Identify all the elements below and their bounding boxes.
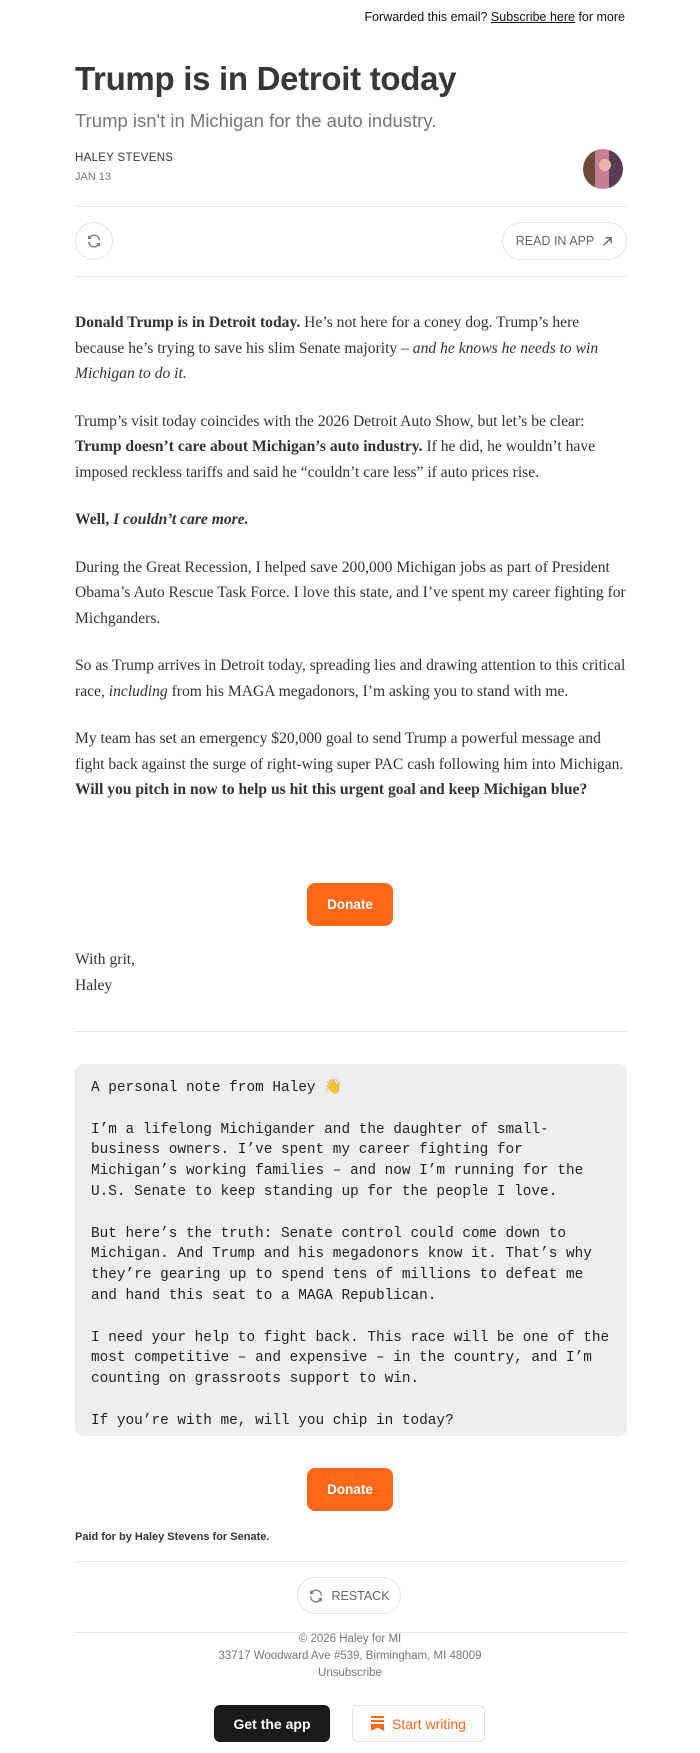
author-avatar[interactable] (583, 149, 623, 189)
bold-italic-text: I couldn’t care more. (113, 511, 249, 528)
text: from his MAGA megadonors, I’m asking you to stand with me. (167, 682, 569, 700)
paragraph (75, 310, 630, 387)
restack-button[interactable] (297, 1577, 401, 1614)
italic-text: and he knows he needs to win Michigan to do it. (75, 339, 599, 382)
paragraph: During the Great Recession, I helped save 200,000 Michigan jobs as part of President Obama’s Auto Rescue Task Force. I love this state, and I’ve spent my career fighting for Michganders. (75, 558, 626, 627)
paid-for-disclaimer: Paid for by Haley Stevens for Senate. (75, 1531, 270, 1543)
post-body (75, 310, 630, 825)
note-paragraph: I’m a lifelong Michigander and the daughter of small-business owners. I’ve spent my career fighting for Michigan’s working families – and now I’m running for the U.S. Senate to keep standing up for the people I love. (91, 1121, 592, 1200)
donate-button-2[interactable]: Donate (307, 1468, 393, 1511)
unsubscribe-label[interactable]: Unsubscribe (318, 1667, 382, 1679)
start-writing-label: Start writing (392, 1715, 466, 1732)
paragraph (75, 409, 630, 486)
forwarded-suffix: for more (574, 10, 625, 24)
donate-button[interactable]: Donate (307, 883, 393, 926)
personal-note-box (75, 1064, 627, 1436)
note-paragraph: If you’re with me, will you chip in today? (91, 1412, 454, 1429)
arrow-up-right-icon (602, 236, 613, 247)
forwarded-text: Forwarded this email? (364, 10, 491, 24)
footer-address: 33717 Woodward Ave #539, Birmingham, MI 48009 (218, 1650, 482, 1662)
subscribe-link[interactable]: Subscribe here (490, 10, 575, 24)
read-in-app-button[interactable] (502, 222, 627, 260)
text: My team has set an emergency $20,000 goal to send Trump a powerful message and fight back against the surge of right-wing super PAC cash following him into Michigan. (75, 730, 624, 773)
divider (75, 1031, 627, 1032)
text: He’s not here for a coney dog. Trump’s here because he’s trying to save his slim Senate majority – (75, 314, 580, 357)
note-paragraph: I need your help to fight back. This race will be one of the most competitive – and expensive – in the country, and I’m counting on grassroots support to win. (91, 1329, 618, 1388)
restack-icon-button[interactable] (75, 222, 113, 260)
note-paragraph: But here’s the truth: Senate control could come down to Michigan. And Trump and his megadonors know it. That’s why they’re gearing up to spend tens of millions to defeat me and hand this seat to a MAGA Republican. (91, 1225, 601, 1304)
paragraph (75, 507, 630, 533)
get-the-app-button[interactable]: Get the app (214, 1705, 330, 1742)
signoff (75, 947, 630, 998)
restack-icon (308, 1588, 324, 1604)
author-name[interactable]: HALEY STEVENS (75, 152, 174, 164)
paragraph (75, 726, 630, 803)
divider (75, 276, 627, 277)
bold-text: Will you pitch in now to help us hit this urgent goal and keep Michigan blue? (75, 781, 588, 798)
text: Trump’s visit today coincides with the 2026 Detroit Auto Show, but let’s be clear: (75, 412, 585, 430)
footer-copyright: © 2026 Haley for MI (298, 1633, 402, 1645)
note-heading: A personal note from Haley 👋 (91, 1080, 343, 1096)
italic-text: including (108, 682, 168, 700)
bold-text: Trump doesn’t care about Michigan’s auto industry. (75, 438, 423, 455)
text: So as Trump arrives in Detroit today, spreading lies and drawing attention to this critical race, (75, 657, 626, 700)
bold-text: Well, (75, 511, 114, 528)
signoff-line: With grit, (75, 951, 136, 968)
start-writing-button[interactable] (352, 1705, 485, 1742)
unsubscribe-link (0, 1667, 700, 1679)
post-subtitle: Trump isn't in Michigan for the auto industry. (75, 110, 437, 131)
paragraph (75, 653, 630, 704)
post-title: Trump is in Detroit today (75, 60, 457, 97)
restack-icon (86, 233, 102, 249)
read-in-app-label: READ IN APP (515, 234, 595, 248)
text: If he did, he wouldn’t have imposed reckless tariffs and said he “couldn’t care less” if auto prices rise. (75, 438, 596, 481)
forwarded-notice (364, 10, 625, 24)
divider (75, 1561, 627, 1562)
bookmark-icon (371, 1716, 384, 1731)
bold-text: Donald Trump is in Detroit today. (75, 314, 301, 331)
post-date: JAN 13 (75, 171, 112, 183)
signoff-name: Haley (75, 976, 113, 994)
divider (75, 206, 627, 207)
restack-label: RESTACK (331, 1588, 390, 1603)
